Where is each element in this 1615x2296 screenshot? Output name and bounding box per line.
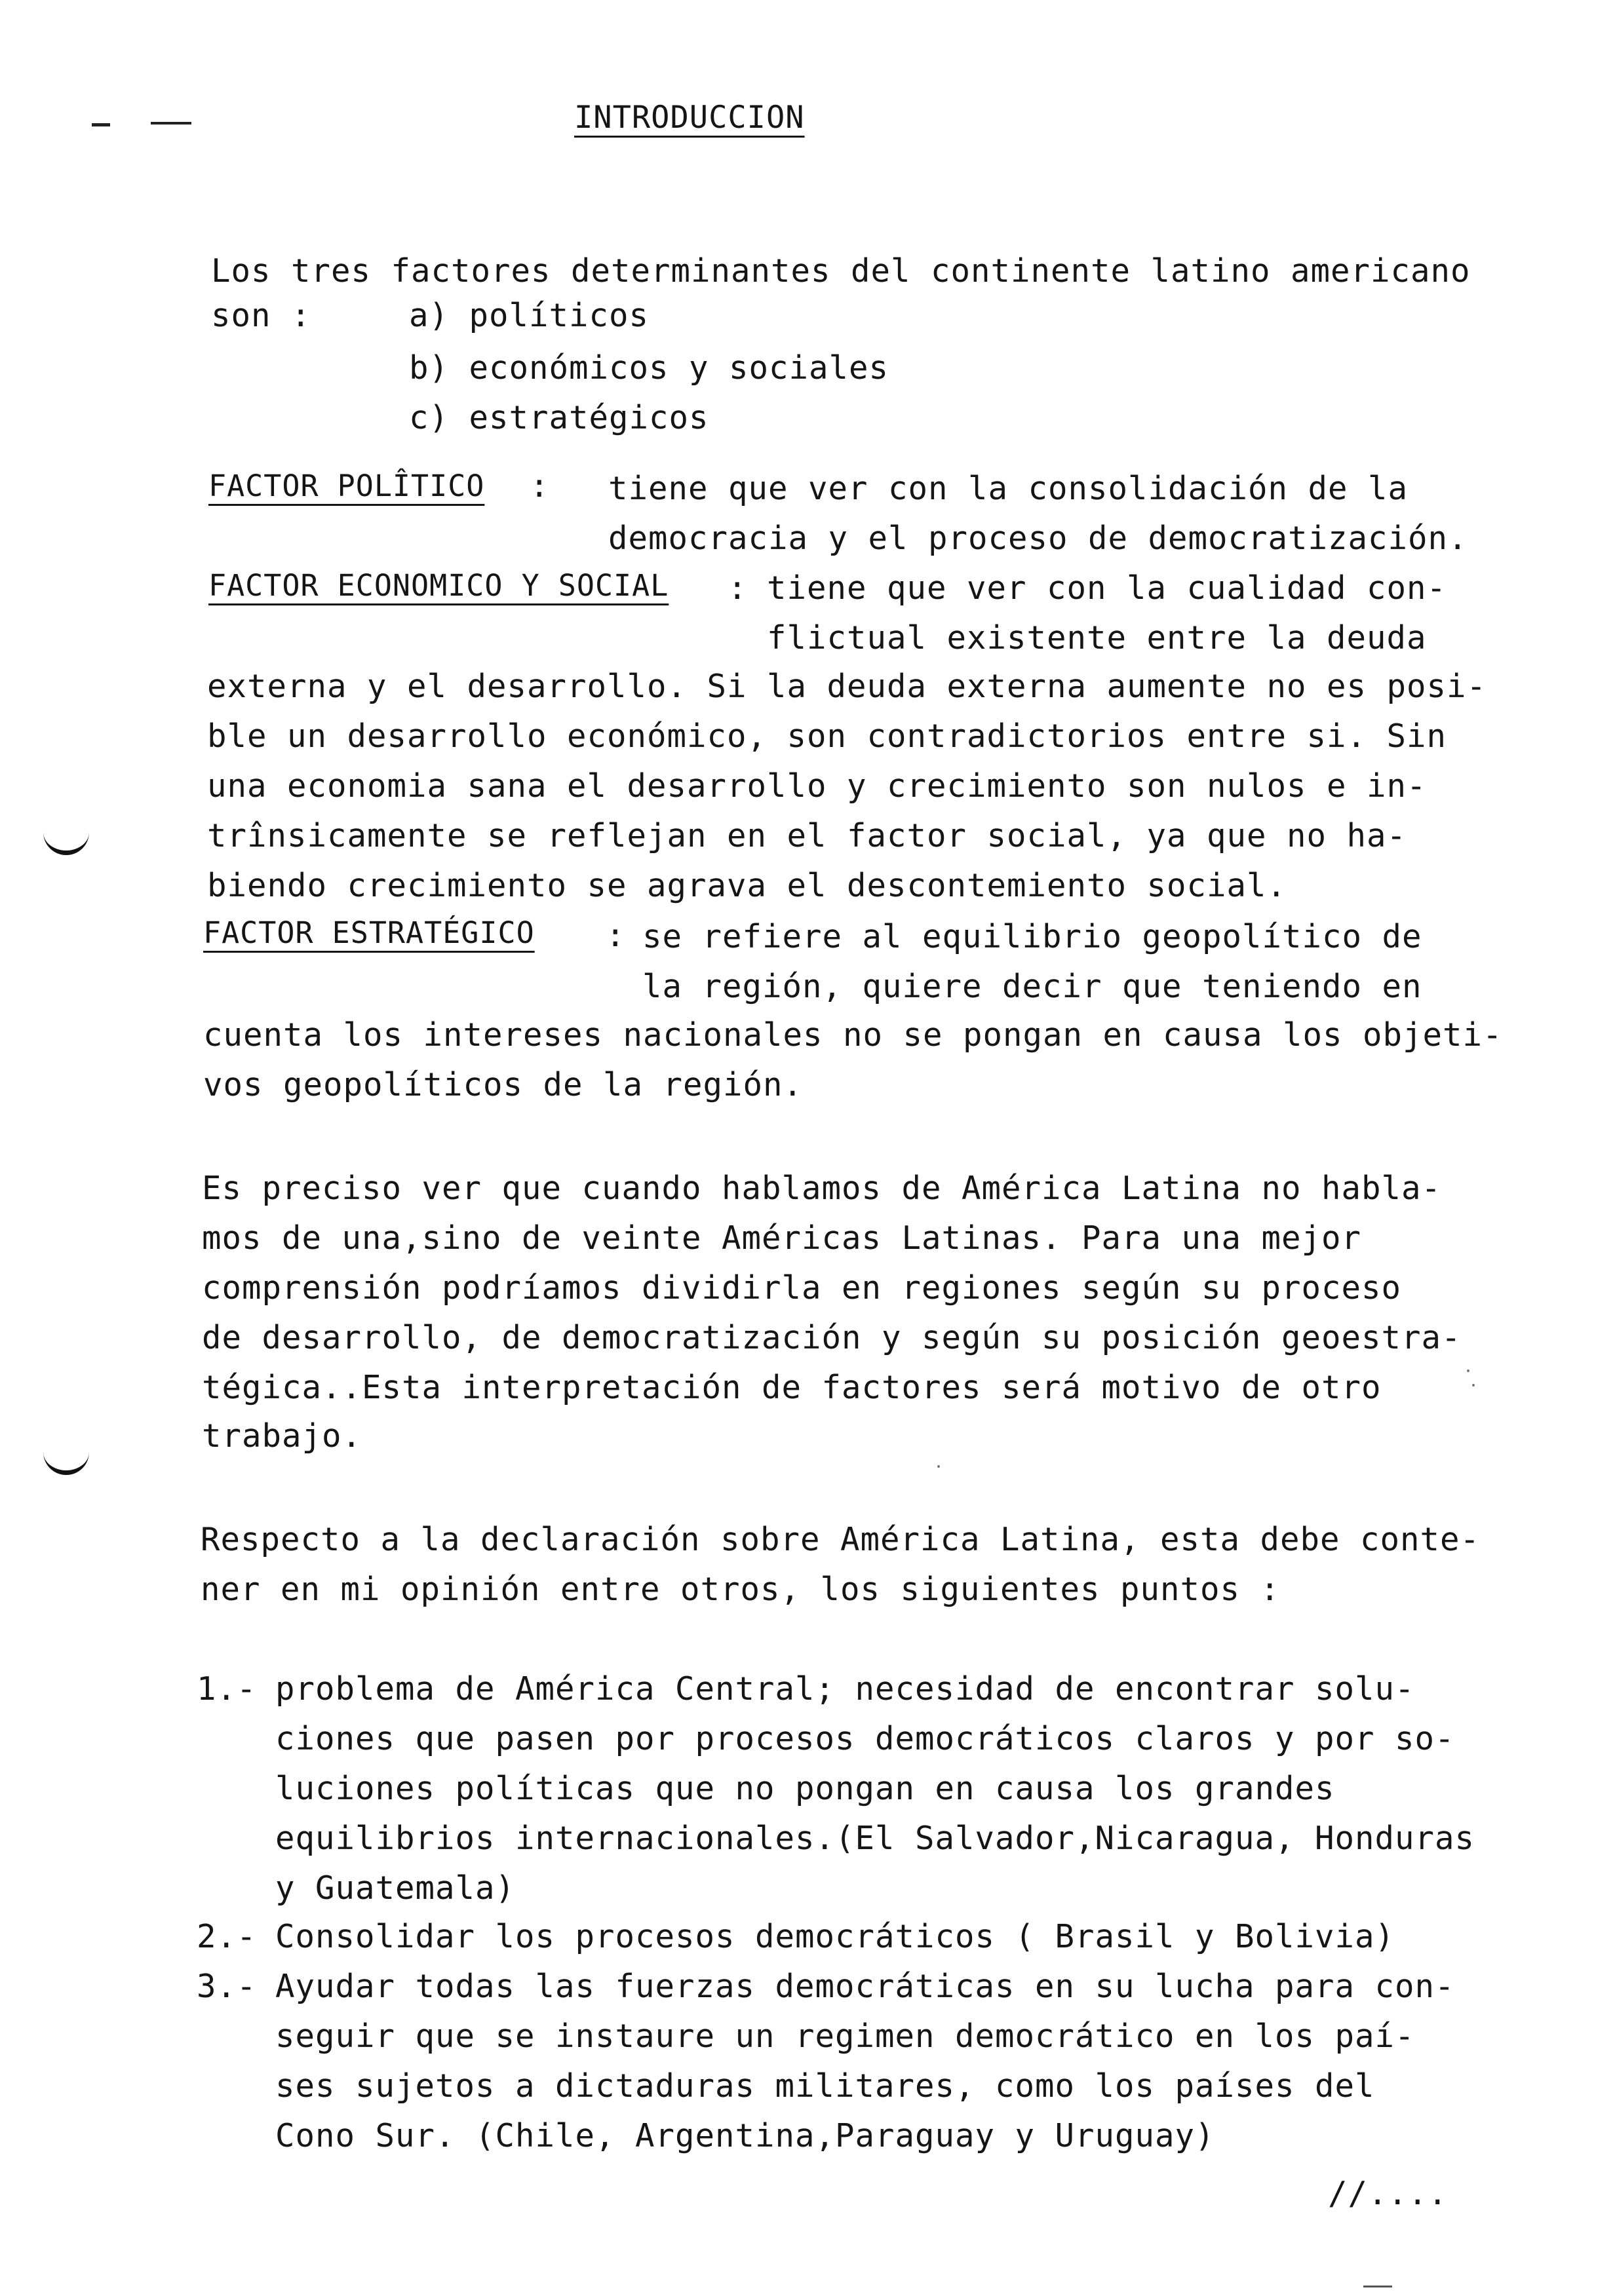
factor-estrategico-text: cuenta los intereses nacionales no se pongan en causa los objeti- bbox=[203, 1016, 1503, 1054]
continuation-mark: //.... bbox=[1328, 2175, 1449, 2212]
intro-item: a) políticos bbox=[409, 297, 650, 334]
factor-politico-text: tiene que ver con la consolidación de la bbox=[608, 470, 1409, 507]
point-line: ciones que pasen por procesos democráticos claros y por so- bbox=[275, 1720, 1455, 1757]
document-title: INTRODUCCION bbox=[574, 100, 805, 136]
paragraph-line: Es preciso ver que cuando hablamos de América Latina no habla- bbox=[202, 1170, 1442, 1207]
binder-hole-mark-lower bbox=[43, 1447, 89, 1475]
factor-economico-text: flictual existente entre la deuda bbox=[767, 619, 1427, 657]
intro-item: c) estratégicos bbox=[409, 399, 709, 436]
factor-economico-text: una economia sana el desarrollo y crecimiento son nulos e in- bbox=[207, 767, 1427, 805]
point-number: 3.- bbox=[197, 1968, 257, 2005]
scan-speck bbox=[1467, 1369, 1469, 1372]
point-number: 2.- bbox=[197, 1918, 257, 1955]
scan-speck bbox=[937, 1465, 940, 1468]
factor-economico-text: ble un desarrollo económico, son contradictorios entre si. Sin bbox=[207, 718, 1447, 755]
point-line: Cono Sur. (Chile, Argentina,Paraguay y Uruguay) bbox=[275, 2117, 1215, 2154]
scan-speck bbox=[1472, 1384, 1475, 1387]
paragraph-line: trabajo. bbox=[202, 1417, 362, 1455]
paragraph-line: Respecto a la declaración sobre América Latina, esta debe conte- bbox=[201, 1521, 1481, 1558]
point-line: y Guatemala) bbox=[275, 1869, 516, 1907]
factor-estrategico-text: la región, quiere decir que teniendo en bbox=[642, 968, 1422, 1005]
point-line: equilibrios internacionales.(El Salvador,Nicaragua, Honduras bbox=[275, 1820, 1475, 1857]
point-line: problema de América Central; necesidad de encontrar solu- bbox=[275, 1670, 1415, 1708]
point-line: luciones políticas que no pongan en causa los grandes bbox=[275, 1770, 1335, 1807]
paragraph-line: de desarrollo, de democratización y según su posición geoestra- bbox=[202, 1319, 1462, 1356]
scan-mark-top-left-2 bbox=[151, 122, 191, 124]
point-line: seguir que se instaure un regimen democrático en los paí- bbox=[275, 2018, 1415, 2055]
point-line: ses sujetos a dictaduras militares, como los países del bbox=[275, 2067, 1375, 2105]
factor-estrategico-text: se refiere al equilibrio geopolítico de bbox=[642, 918, 1422, 955]
factor-estrategico-text: vos geopolíticos de la región. bbox=[203, 1066, 804, 1103]
scan-mark-top-left bbox=[92, 123, 110, 126]
factor-politico-label: FACTOR POLÎTICO bbox=[208, 469, 485, 503]
intro-son-label: son : bbox=[211, 297, 311, 334]
paragraph-line: mos de una,sino de veinte Américas Latinas. Para una mejor bbox=[202, 1219, 1362, 1257]
paragraph-line: ner en mi opinión entre otros, los siguientes puntos : bbox=[201, 1571, 1281, 1608]
factor-economico-text: tiene que ver con la cualidad con- bbox=[767, 569, 1447, 607]
binder-hole-mark-upper bbox=[43, 827, 89, 855]
scan-mark-bottom-right bbox=[1363, 2286, 1392, 2287]
point-number: 1.- bbox=[197, 1670, 257, 1708]
factor-politico-text: democracia y el proceso de democratización. bbox=[608, 520, 1468, 557]
paragraph-line: comprensión podríamos dividirla en regiones según su proceso bbox=[202, 1269, 1402, 1307]
paragraph-line: tégica..Esta interpretación de factores será motivo de otro bbox=[202, 1369, 1382, 1406]
intro-line: Los tres factores determinantes del continente latino americano bbox=[211, 252, 1471, 290]
intro-item: b) económicos y sociales bbox=[409, 349, 889, 387]
factor-estrategico-label: FACTOR ESTRATÉGICO bbox=[203, 915, 535, 950]
factor-economico-text: biendo crecimiento se agrava el descontemiento social. bbox=[207, 867, 1287, 904]
factor-economico-text: externa y el desarrollo. Si la deuda externa aumente no es posi- bbox=[207, 668, 1487, 705]
point-line: Ayudar todas las fuerzas democráticas en su lucha para con- bbox=[275, 1968, 1455, 2005]
factor-economico-sep: : bbox=[728, 569, 748, 607]
factor-economico-label: FACTOR ECONOMICO Y SOCIAL bbox=[208, 568, 669, 603]
factor-politico-sep: : bbox=[530, 467, 550, 505]
factor-estrategico-sep: : bbox=[606, 917, 626, 954]
factor-economico-text: trînsicamente se reflejan en el factor social, ya que no ha- bbox=[207, 817, 1407, 854]
point-line: Consolidar los procesos democráticos ( Brasil y Bolivia) bbox=[275, 1918, 1395, 1955]
